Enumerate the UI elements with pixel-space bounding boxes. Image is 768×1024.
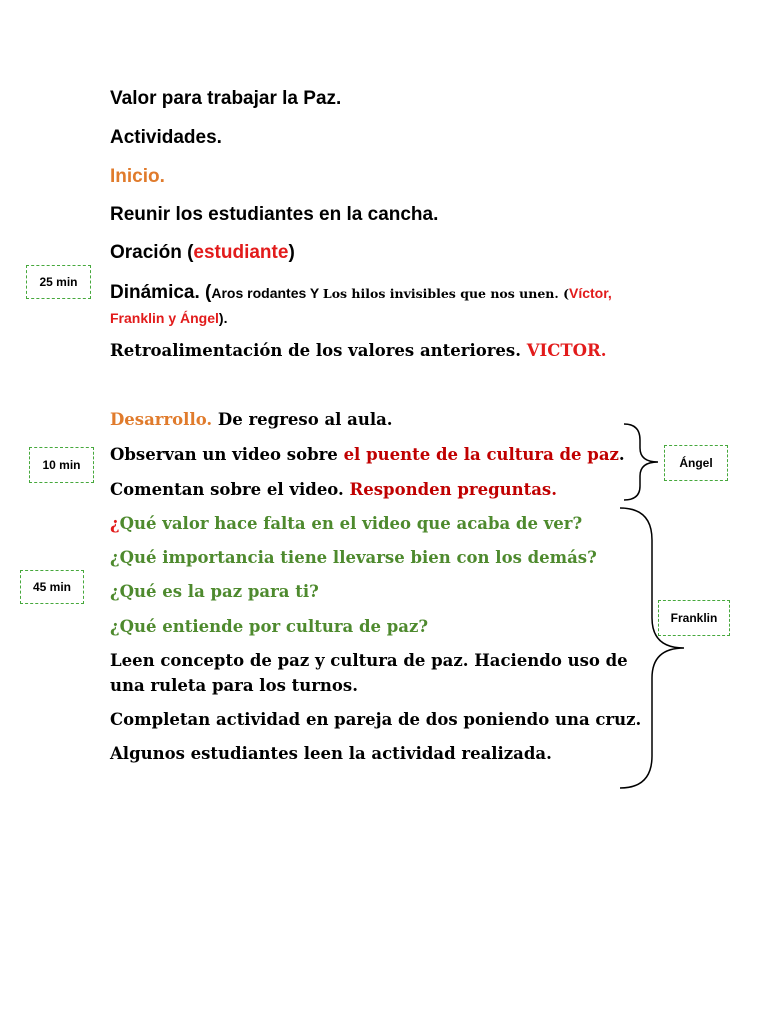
text-watch-video-label: Observan un video sobre [110, 445, 344, 464]
text-prayer-label: Oración ( [110, 242, 194, 263]
text-video-topic: el puente de la cultura de paz [343, 445, 619, 464]
question-1-mark: ¿ [110, 514, 120, 533]
text-back-classroom: De regreso al aula. [212, 410, 393, 429]
text-comment-label: Comentan sobre el video. [110, 480, 350, 499]
text-gather-students: Reunir los estudiantes en la cancha. [110, 204, 439, 225]
brace-franklin [620, 508, 684, 788]
text-read-concept-cont: una ruleta para los turnos. [110, 676, 358, 695]
question-2: ¿Qué importancia tiene llevarse bien con los demás? [110, 548, 597, 567]
text-dynamic-label: Dinámica. ( [110, 282, 212, 303]
text-dynamic-threads: Los hilos invisibles que nos unen. ( [322, 286, 569, 301]
text-dynamic-close: ). [218, 310, 228, 326]
text-dynamic-who-cont: Franklin y Ángel [110, 310, 219, 326]
heading-start: Inicio. [110, 166, 165, 187]
time-tag-25min: 25 min [26, 265, 91, 299]
text-watch-video-dot: . [618, 445, 625, 464]
question-3: ¿Qué es la paz para ti? [110, 582, 319, 601]
time-tag-45min: 45 min [20, 570, 84, 604]
text-feedback-label: Retroalimentación de los valores anteriores. [110, 341, 527, 360]
text-prayer-who: estudiante [193, 242, 289, 263]
text-dynamic-who: Víctor, [568, 285, 612, 301]
text-complete-activity: Completan actividad en pareja de dos poniendo una cruz. [110, 710, 642, 729]
question-1-text: Qué valor hace falta en el video que acaba de ver? [119, 514, 583, 533]
heading-value-peace: Valor para trabajar la Paz. [110, 88, 342, 109]
heading-activities: Actividades. [110, 127, 222, 148]
person-tag-angel: Ángel [664, 445, 728, 481]
person-tag-franklin: Franklin [658, 600, 730, 636]
heading-development: Desarrollo. [110, 410, 213, 429]
text-feedback-who: VICTOR. [526, 341, 607, 360]
question-4: ¿Qué entiende por cultura de paz? [110, 617, 429, 636]
text-prayer-close: ) [288, 242, 295, 263]
text-students-read: Algunos estudiantes leen la actividad realizada. [110, 744, 552, 763]
text-answer-questions: Responden preguntas. [349, 480, 557, 499]
text-read-concept: Leen concepto de paz y cultura de paz. Haciendo uso de [110, 651, 628, 670]
time-tag-10min: 10 min [29, 447, 94, 483]
text-dynamic-rings: Aros rodantes Y [211, 285, 323, 301]
brace-angel [624, 424, 658, 500]
